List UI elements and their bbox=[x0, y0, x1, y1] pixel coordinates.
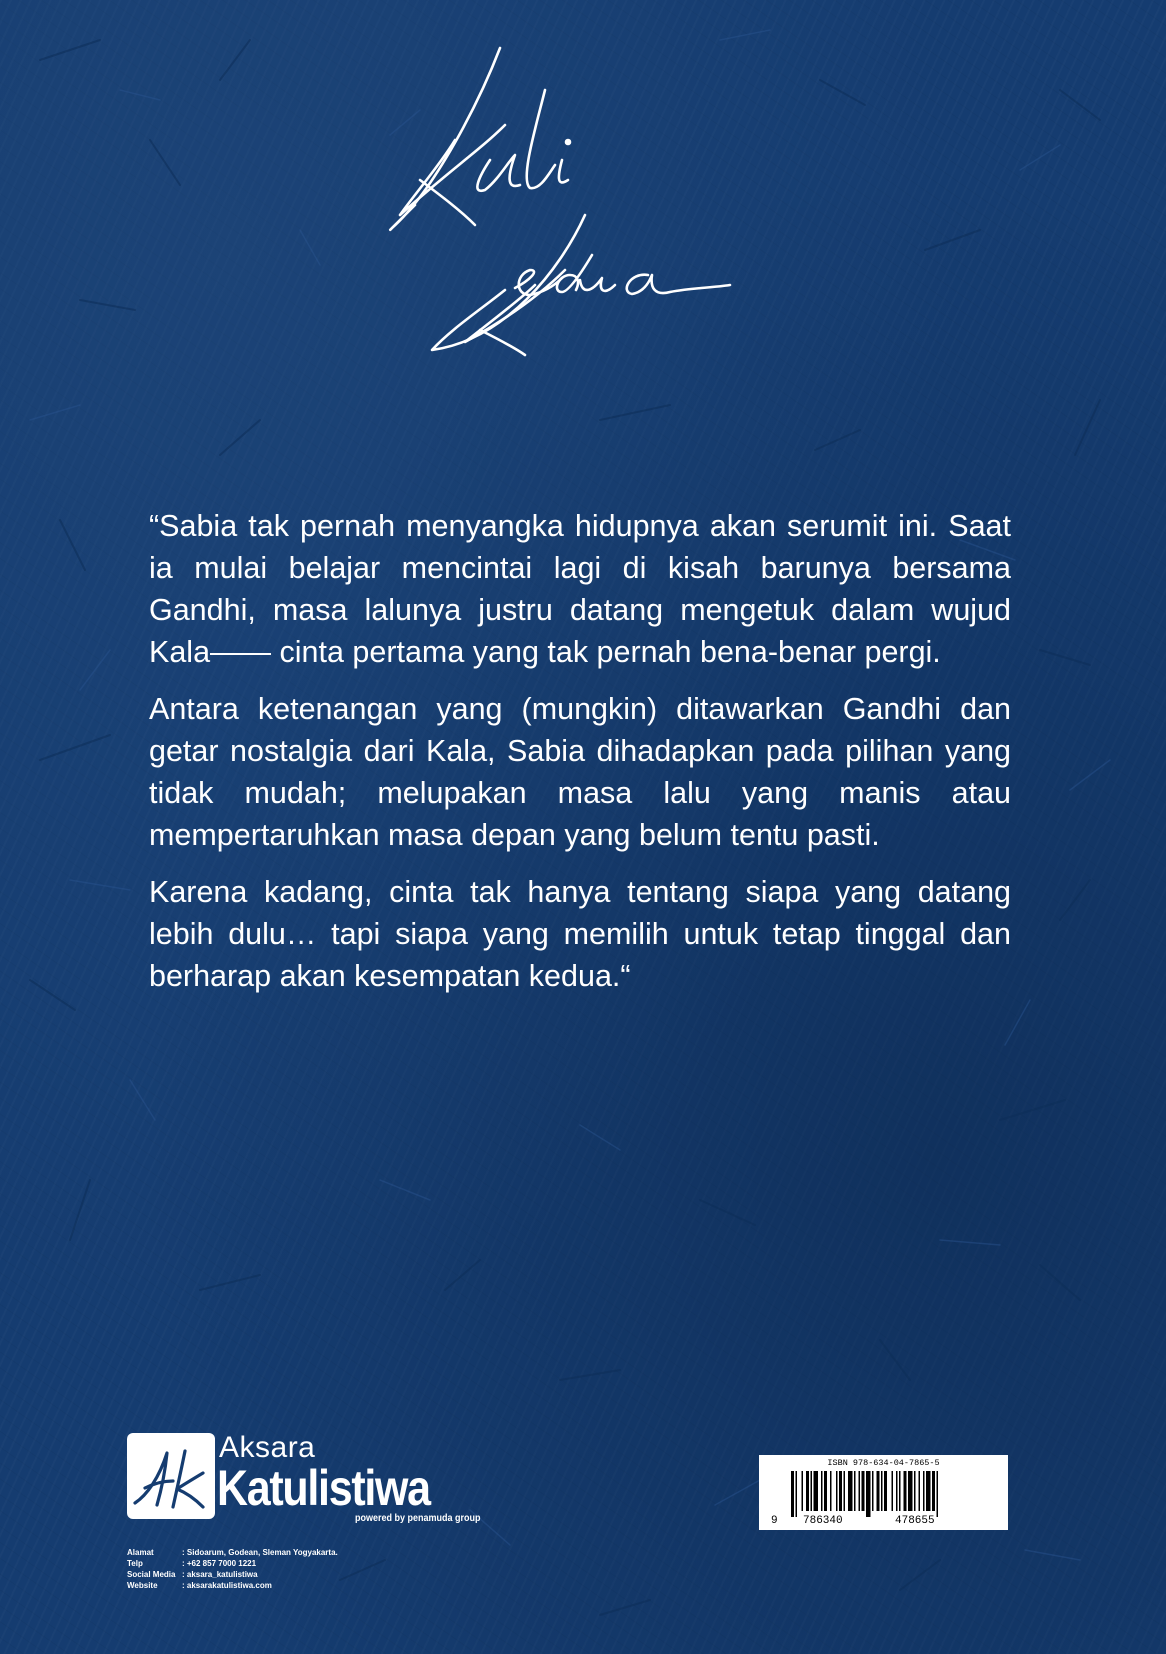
barcode-digit-lead: 9 bbox=[771, 1515, 778, 1527]
blurb-paragraph-1: “Sabia tak pernah menyangka hidupnya akan serumit ini. Saat ia mulai belajar mencintai lagi di kisah barunya bersama Gandhi, masa lalunya justru datang mengetuk dalam wujud Kala—— cinta pertama yang tak pernah bena-benar pergi. bbox=[149, 509, 1011, 669]
barcode-bar bbox=[806, 1471, 809, 1511]
contact-value: : aksarakatulistiwa.com bbox=[182, 1581, 272, 1590]
title-calligraphy bbox=[330, 30, 790, 390]
blurb-paragraph-3: Karena kadang, cinta tak hanya tentang siapa yang datang lebih dulu… tapi siapa yang memilih untuk tetap tinggal dan berharap akan kesempatan kedua.“ bbox=[149, 875, 1011, 993]
barcode-bar bbox=[836, 1471, 838, 1511]
barcode-bar bbox=[896, 1471, 898, 1511]
barcode-digits-right: 478655 bbox=[895, 1515, 935, 1527]
publisher-contact bbox=[127, 1547, 427, 1591]
publisher-tagline: powered by penamuda group bbox=[355, 1513, 481, 1524]
barcode-bar bbox=[923, 1471, 925, 1511]
barcode-bar bbox=[904, 1471, 907, 1511]
contact-row bbox=[127, 1558, 427, 1569]
barcode-bar bbox=[914, 1471, 916, 1511]
barcode-bar bbox=[821, 1471, 823, 1511]
barcode-bar bbox=[791, 1471, 794, 1517]
contact-row bbox=[127, 1580, 427, 1591]
barcode-bar bbox=[884, 1471, 887, 1511]
barcode-bar bbox=[937, 1471, 939, 1517]
barcode-bar bbox=[824, 1471, 827, 1511]
barcode-bar bbox=[802, 1471, 804, 1511]
barcode-bar bbox=[839, 1471, 842, 1511]
barcode-bar bbox=[796, 1471, 798, 1517]
contact-label: Telp bbox=[127, 1559, 143, 1568]
barcode-bar bbox=[859, 1471, 861, 1511]
publisher-name-line2: Katulistiwa bbox=[217, 1460, 430, 1516]
contact-label: Website bbox=[127, 1581, 158, 1590]
barcode-digits-left: 786340 bbox=[803, 1515, 843, 1527]
isbn-barcode bbox=[759, 1455, 1008, 1530]
barcode-bar bbox=[881, 1471, 883, 1511]
back-cover-blurb bbox=[149, 505, 1011, 1012]
barcode-bar bbox=[811, 1471, 813, 1511]
barcode-bar bbox=[862, 1471, 865, 1511]
ak-monogram-icon bbox=[127, 1433, 215, 1519]
barcode-bar bbox=[908, 1471, 913, 1511]
contact-label: Alamat bbox=[127, 1548, 154, 1557]
barcode-bar bbox=[814, 1471, 819, 1511]
barcode-bar bbox=[919, 1471, 921, 1511]
barcode-bar bbox=[844, 1471, 846, 1511]
contact-row bbox=[127, 1547, 427, 1558]
blurb-paragraph-2: Antara ketenangan yang (mungkin) ditawarkan Gandhi dan getar nostalgia dari Kala, Sabia dihadapkan pada pilihan yang tidak mudah; melupakan masa lalu yang manis atau mempertaruhkan masa depan yang belum tentu pasti. bbox=[149, 692, 1011, 852]
publisher-name-line1: Aksara bbox=[219, 1431, 316, 1464]
barcode-bar bbox=[872, 1471, 874, 1511]
barcode-bar bbox=[848, 1471, 853, 1511]
barcode-bar bbox=[892, 1471, 894, 1511]
contact-value: : Sidoarum, Godean, Sleman Yogyakarta. bbox=[182, 1548, 338, 1557]
barcode-bar bbox=[932, 1471, 935, 1511]
barcode-bar bbox=[899, 1471, 901, 1511]
isbn-number: ISBN 978-634-04-7865-5 bbox=[827, 1458, 940, 1468]
barcode-bar bbox=[877, 1471, 880, 1511]
barcode-bar bbox=[830, 1471, 832, 1511]
contact-value: : +62 857 7000 1221 bbox=[182, 1559, 257, 1568]
barcode-bar bbox=[926, 1471, 931, 1511]
barcode-bar bbox=[866, 1471, 871, 1517]
barcode-bars bbox=[759, 1455, 1008, 1530]
publisher-logo bbox=[127, 1433, 527, 1563]
contact-label: Social Media bbox=[127, 1570, 176, 1579]
contact-value: : aksara_katulistiwa bbox=[182, 1570, 258, 1579]
contact-row bbox=[127, 1569, 427, 1580]
barcode-bar bbox=[854, 1471, 856, 1511]
